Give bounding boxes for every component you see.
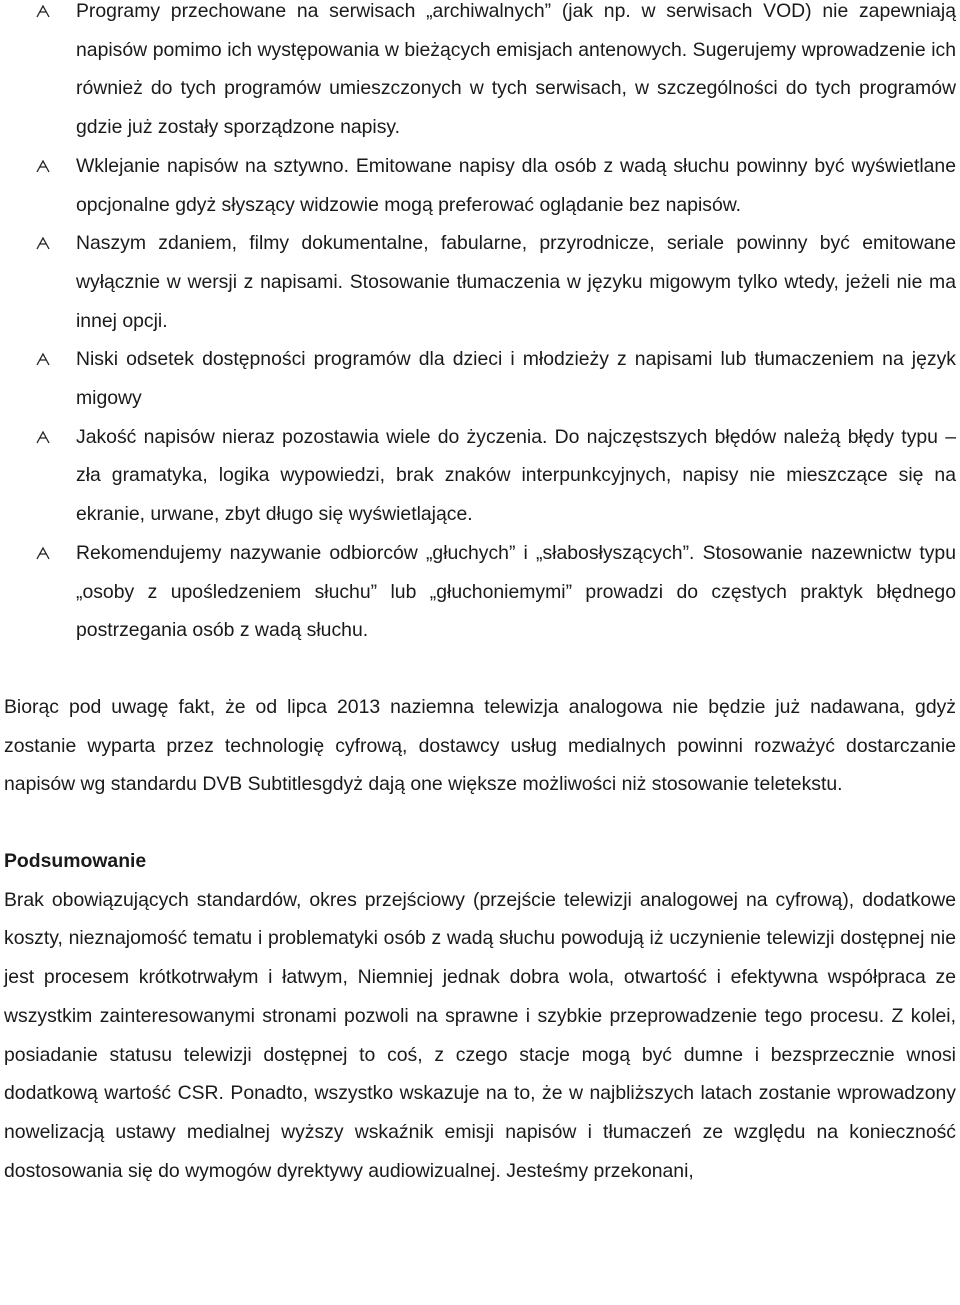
- issues-bullet-list: [4, 0, 956, 650]
- bullet-text: Naszym zdaniem, filmy dokumentalne, fabularne, przyrodnicze, seriale powinny być emitowane wyłącznie w wersji z napisami. Stosowanie tłumaczenia w języku migowym tylko wtedy, jeżeli nie ma innej opcji.: [76, 232, 956, 332]
- wedge-bullet-icon: [36, 236, 50, 250]
- wedge-bullet-icon: [36, 4, 50, 18]
- list-item: [4, 418, 956, 534]
- wedge-bullet-icon: [36, 546, 50, 560]
- bullet-text: Rekomendujemy nazywanie odbiorców „głuchych” i „słabosłyszących”. Stosowanie nazewnictw typu „osoby z upośledzeniem słuchu” lub „głuchoniemymi” prowadzi do częstych praktyk błędnego postrzegania osób z wadą słuchu.: [76, 541, 956, 642]
- bullet-text: Programy przechowane na serwisach „archiwalnych” (jak np. w serwisach VOD) nie zapewniają napisów pomimo ich występowania w bieżących emisjach antenowych. Sugerujemy wprowadzenie ich również do tych programów umieszczonych w tych serwisach, w szczególności do tych programów gdzie już zostały sporządzone napisy.: [76, 0, 956, 139]
- wedge-bullet-icon: [36, 159, 50, 173]
- summary-section: [4, 842, 956, 1190]
- list-item: [4, 534, 956, 650]
- list-item: [4, 0, 956, 147]
- wedge-bullet-icon: [36, 352, 50, 366]
- bullet-text: Niski odsetek dostępności programów dla dzieci i młodzieży z napisami lub tłumaczeniem na język migowy: [76, 348, 956, 410]
- list-item: [4, 224, 956, 340]
- wedge-bullet-icon: [36, 430, 50, 444]
- bullet-text: Jakość napisów nieraz pozostawia wiele do życzenia. Do najczęstszych błędów należą błędy typu – zła gramatyka, logika wypowiedzi, brak znaków interpunkcyjnych, napisy nie mieszczące się na ekranie, urwane, zbyt długo się wyświetlające.: [76, 425, 956, 526]
- summary-paragraph: Brak obowiązujących standardów, okres przejściowy (przejście telewizji analogowej na cyfrową), dodatkowe koszty, nieznajomość tematu i problematyki osób z wadą słuchu powodują iż uczynienie telewizji dostępnej nie jest procesem krótkotrwałym i łatwym, Niemniej jednak dobra wola, otwartość i efektywna współpraca ze wszystkim zainteresowanymi stronami pozwoli na sprawne i szybkie przeprowadzenie tego procesu. Z kolei, posiadanie statusu telewizji dostępnej to coś, z czego stacje mogą być dumne i bezsprzecznie wnosi dodatkową wartość CSR. Ponadto, wszystko wskazuje na to, że w najbliższych latach zostanie wprowadzony nowelizacją ustawy medialnej wyższy wskaźnik emisji napisów i tłumaczeń ze względu na konieczność dostosowania się do wymogów dyrektywy audiowizualnej. Jesteśmy przekonani,: [4, 888, 956, 1182]
- list-item: [4, 340, 956, 417]
- bullet-text: Wklejanie napisów na sztywno. Emitowane napisy dla osób z wadą słuchu powinny być wyświetlane opcjonalne gdyż słyszący widzowie mogą preferować oglądanie bez napisów.: [76, 154, 956, 216]
- dvb-paragraph: Biorąc pod uwagę fakt, że od lipca 2013 naziemna telewizja analogowa nie będzie już nadawana, gdyż zostanie wyparta przez technologię cyfrową, dostawcy usług medialnych powinni rozważyć dostarczanie napisów wg standardu DVB Subtitlesgdyż dają one większe możliwości niż stosowanie teletekstu.: [4, 695, 956, 796]
- list-item: [4, 147, 956, 224]
- document-page: [4, 0, 956, 1190]
- summary-heading: Podsumowanie: [4, 850, 147, 873]
